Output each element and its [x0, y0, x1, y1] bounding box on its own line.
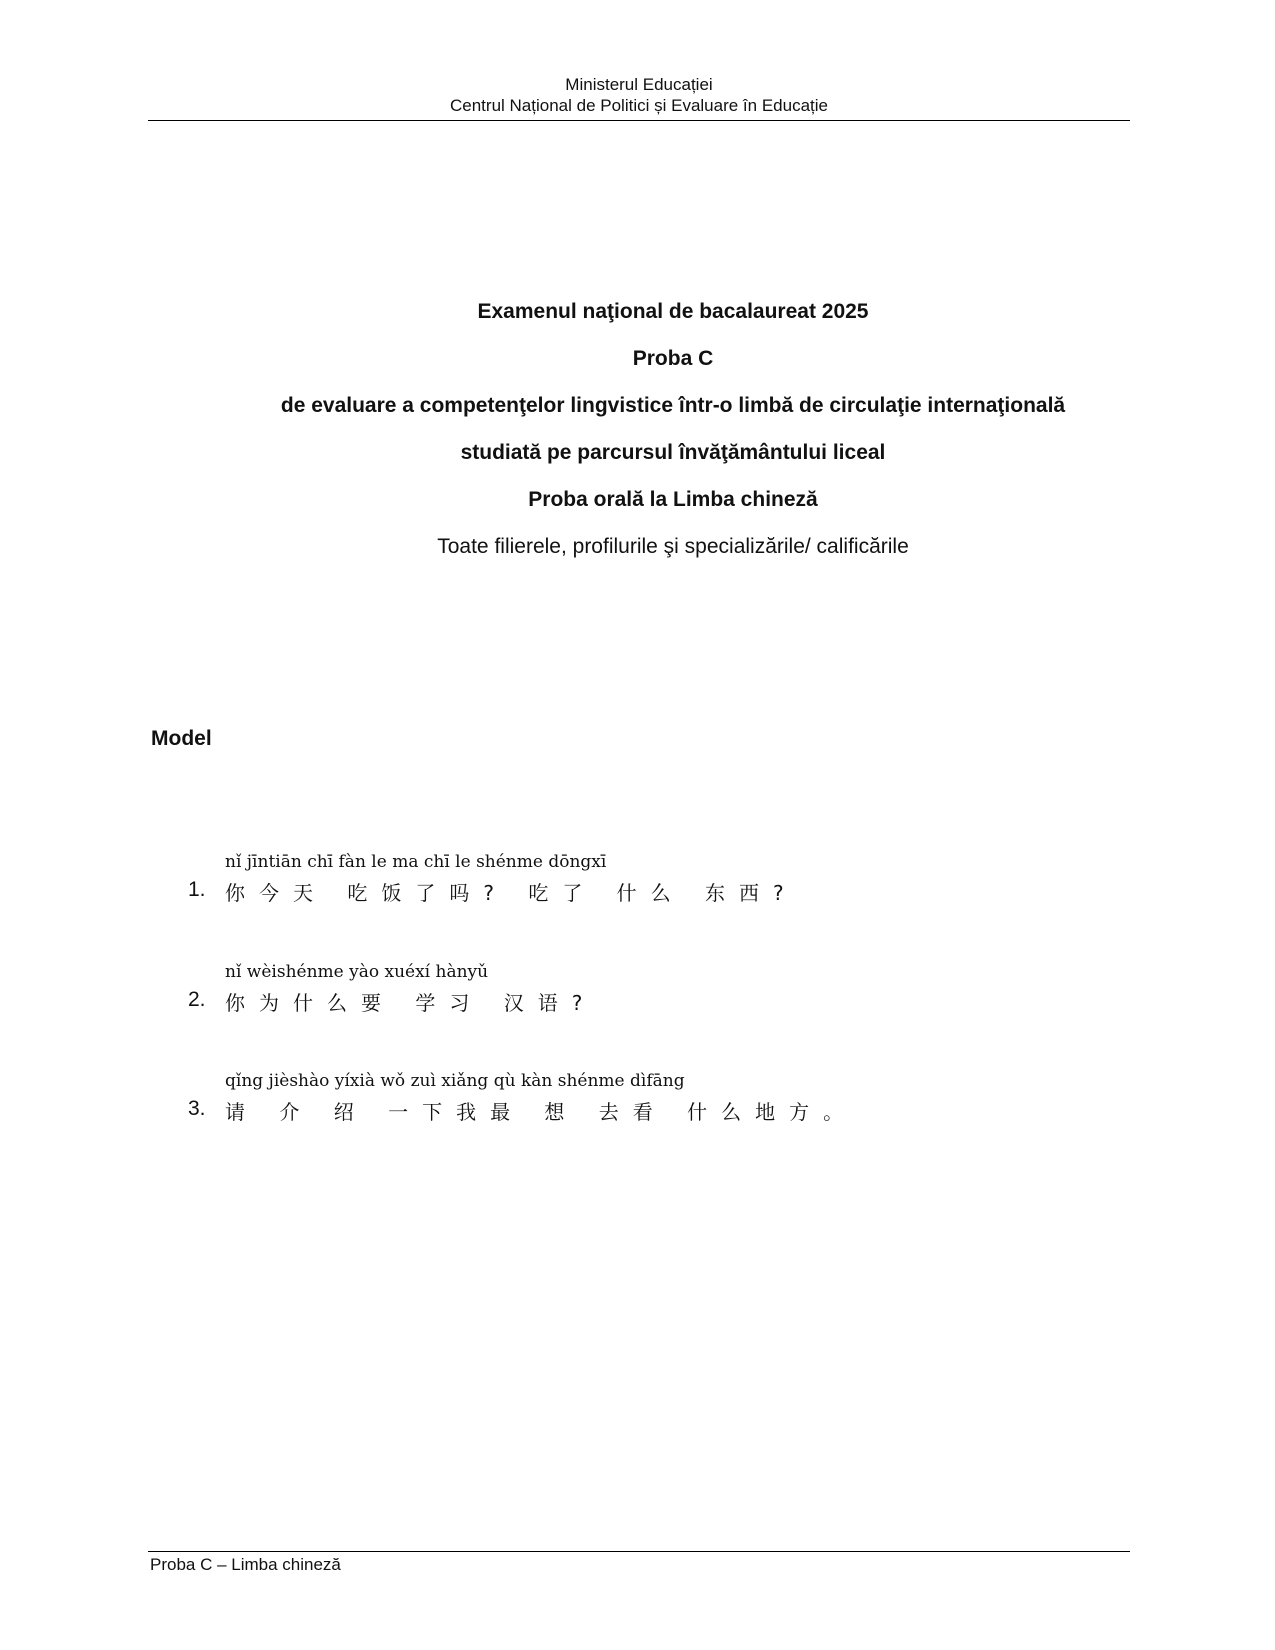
header-divider — [148, 120, 1130, 121]
question-hanzi: 你为什么要 学习 汉语? — [225, 991, 597, 1015]
question-number: 1. — [188, 878, 206, 901]
page-footer: Proba C – Limba chineză — [150, 1555, 341, 1574]
question-hanzi: 你今天 吃饭了吗? 吃了 什么 东西? — [225, 881, 798, 905]
exam-title: Examenul naţional de bacalaureat 2025 — [477, 300, 869, 323]
question-number: 2. — [188, 988, 206, 1011]
exam-proba: Proba C — [632, 347, 714, 370]
exam-description-cont: studiată pe parcursul învăţământului liceal — [460, 441, 886, 464]
exam-description: de evaluare a competenţelor lingvistice într-o limbă de circulaţie internaţională — [280, 394, 1066, 417]
exam-subject: Proba orală la Limba chineză — [528, 488, 818, 511]
page-header — [148, 74, 1130, 116]
header-center: Centrul Național de Politici și Evaluare în Educație — [450, 96, 828, 115]
exam-title-block — [148, 288, 1198, 570]
question-pinyin: qǐng jièshào yíxià wǒ zuì xiǎng qù kàn shénme dìfāng — [225, 1071, 685, 1091]
question-hanzi: 请 介 绍 一下我最 想 去看 什么地方。 — [225, 1100, 858, 1124]
question-number: 3. — [188, 1097, 206, 1120]
model-label: Model — [151, 727, 212, 750]
question-pinyin: nǐ jīntiān chī fàn le ma chī le shénme dōngxī — [225, 852, 607, 872]
question-pinyin: nǐ wèishénme yào xuéxí hànyǔ — [225, 962, 489, 982]
footer-divider — [148, 1551, 1130, 1552]
exam-audience: Toate filierele, profilurile şi specializările/ calificările — [437, 535, 909, 558]
header-ministry: Ministerul Educației — [565, 75, 713, 94]
